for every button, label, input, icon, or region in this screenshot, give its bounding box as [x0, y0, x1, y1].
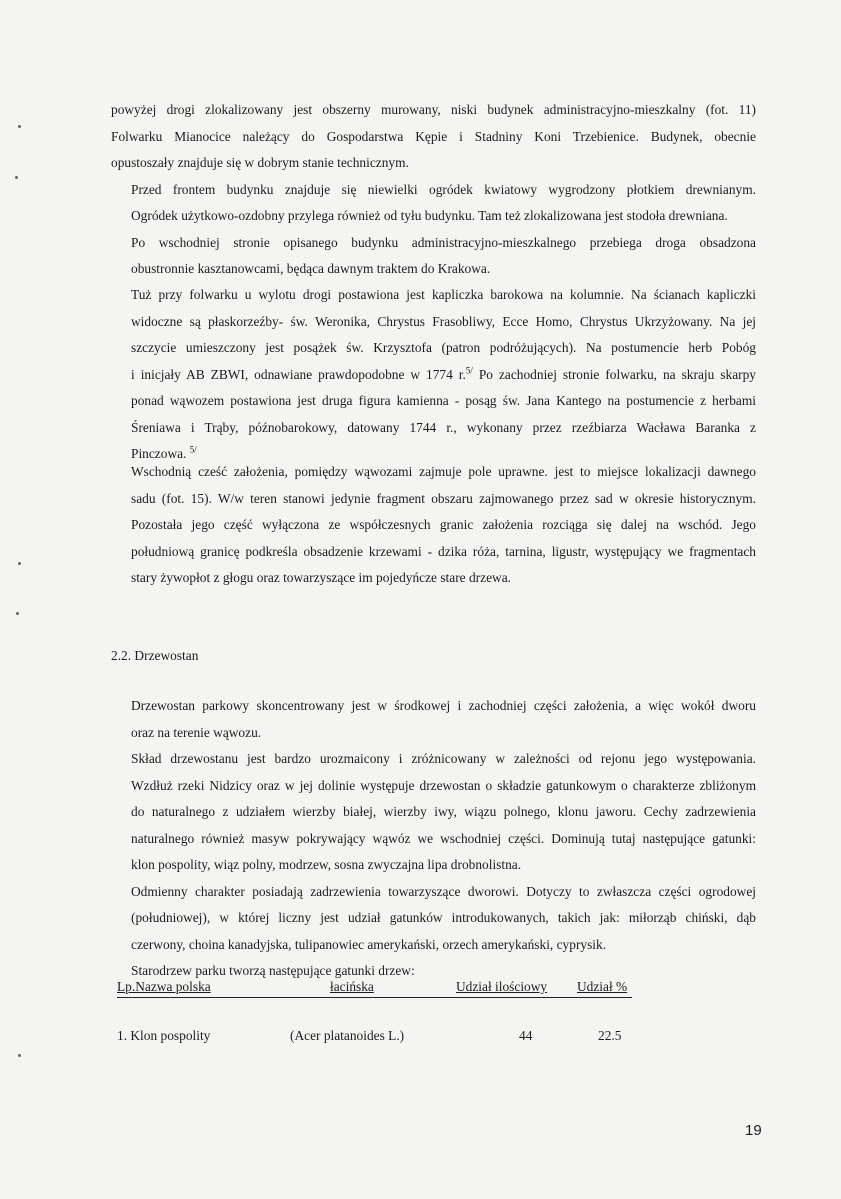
paragraph: [111, 230, 756, 283]
text-line: opustoszały znajduje się w dobrym stanie technicznym.: [111, 155, 409, 170]
text-line: obustronnie kasztanowcami, będąca dawnym traktem do Krakowa.: [131, 261, 491, 276]
col-header-count: Udział ilościowy: [456, 979, 548, 994]
scan-speck: [18, 1054, 21, 1057]
text-line: południową granicę podkreśla obsadzenie krzewami - dzika róża, tarnina, ligustr, występujący we fragmentach: [131, 543, 756, 559]
scan-speck: [18, 562, 21, 565]
drzewostan-paragraphs: [111, 693, 756, 985]
text-line: Starodrzew parku tworzą następujące gatunki drzew:: [131, 963, 415, 978]
paragraph: [111, 177, 756, 230]
text-line: Pozostała jego część wyłączona ze współczesnych granic założenia rozciąga się dalej na wschód. Jego: [131, 517, 756, 532]
text-line: oraz na terenie wąwozu.: [131, 724, 262, 740]
text-line: do naturalnego z udziałem wierzby białej, wierzby iwy, wiązu polnego, klonu jaworu. Cechy zadrzewienia: [131, 804, 756, 819]
text-run: Pinczowa.: [131, 446, 187, 461]
col-header-percent: Udział %: [577, 979, 628, 994]
text-line: Ogródek użytkowo-ozdobny przylega również od tyłu budynku. Tam też zlokalizowana jest stodoła drewniana.: [131, 208, 728, 223]
text-line: [111, 362, 756, 389]
paragraph: [111, 879, 756, 959]
text-line: (południowej), w której liczny jest udział gatunków introdukowanych, takich jak: miłorząb chiński, dąb: [131, 910, 756, 925]
page-number: 19: [745, 1122, 762, 1139]
east-part-paragraph: [111, 459, 756, 592]
text-line: klon pospolity, wiąz polny, modrzew, sosna zwyczajna lipa drobnolistna.: [131, 857, 522, 872]
text-line: Przed frontem budynku znajduje się niewielki ogródek kwiatowy wygrodzony płotkiem drewnianym.: [131, 181, 756, 197]
text-line: Skład drzewostanu jest bardzo urozmaicony i zróżnicowany w zależności od rejonu jego występowania.: [131, 751, 756, 766]
text-run: i inicjały AB ZBWI, odnawiane prawdopodobne w 1774 r.: [131, 366, 466, 382]
text-line: Tuż przy folwarku u wylotu drogi postawiona jest kapliczka barokowa na kolumnie. Na ścianach kapliczki: [131, 287, 756, 302]
kapliczka-paragraph: [111, 282, 756, 468]
text-line: Drzewostan parkowy skoncentrowany jest w środkowej i zachodniej części założenia, a więc wokół dworu: [131, 698, 756, 713]
intro-paragraphs: [111, 97, 756, 283]
text-line: Śreniawa i Trąby, późnobarokowy, datowany 1744 r., wykonany przez rzeźbiarza Wacława Baranka z: [131, 419, 756, 435]
text-line: Odmienny charakter posiadają zadrzewienia towarzyszące dworowi. Dotyczy to zwłaszcza części ogrodowej: [131, 883, 756, 899]
scan-speck: [16, 612, 19, 615]
text-line: Wzdłuż rzeki Nidzicy oraz w jej dolinie występuje drzewostan o składzie gatunkowym o charakterze zbliżonym: [131, 777, 756, 793]
scan-speck: [15, 176, 18, 179]
text-run: Po zachodniej stronie folwarku, na skraju skarpy: [472, 366, 756, 382]
section-heading: 2.2. Drzewostan: [111, 648, 199, 663]
cell-latin: (Acer platanoides L.): [290, 1028, 405, 1043]
col-header-latin: łacińska: [330, 979, 374, 994]
text-line: Folwarku Mianocice należący do Gospodarstwa Kępie i Stadniny Koni Trzebienice. Budynek, obecnie: [111, 128, 756, 144]
text-line: powyżej drogi zlokalizowany jest obszerny murowany, niski budynek administracyjno-mieszkalny (fot. 11): [111, 102, 756, 117]
cell-name: 1. Klon pospolity: [117, 1028, 211, 1043]
text-line: czerwony, choina kanadyjska, tulipanowiec amerykański, orzech amerykański, cyprysik.: [131, 936, 607, 952]
text-line: widoczne są płaskorzeźby- św. Weronika, Chrystus Frasobliwy, Ecce Homo, Chrystus Ukrzyżowany. Na jej: [131, 313, 756, 329]
paragraph: [111, 459, 756, 592]
paragraph: [111, 97, 756, 177]
footnote-ref: 5/: [465, 365, 473, 376]
scan-speck: [18, 125, 21, 128]
text-line: stary żywopłot z głogu oraz towarzyszące im pojedyńcze stare drzewa.: [131, 570, 511, 585]
text-line: Wschodnią cześć założenia, pomiędzy wąwozami zajmuje pole uprawne. jest to miejsce lokalizacji dawnego: [131, 464, 756, 479]
col-header-name: Lp.Nazwa polska: [117, 979, 211, 994]
cell-count: 44: [519, 1028, 533, 1043]
paragraph: [111, 693, 756, 746]
paragraph: [111, 746, 756, 879]
footnote-ref: 5/: [189, 444, 197, 455]
text-line: sadu (fot. 15). W/w teren stanowi jedynie fragment obszaru zajmowanego przez sad w okresie historycznym.: [131, 490, 756, 506]
species-table-header: [117, 977, 632, 998]
text-line: ponad wąwozem postawiona jest druga figura kamienna - posąg św. Jana Kantego na postumencie z herbami: [131, 393, 756, 408]
text-line: Po wschodniej stronie opisanego budynku administracyjno-mieszkalnego przebiega droga obsadzona: [131, 234, 756, 250]
text-line: naturalnego również masyw pokrywający wąwóz we wschodniej części. Dominują tutaj następujące gatunki:: [131, 830, 756, 846]
cell-percent: 22.5: [598, 1028, 622, 1043]
text-line: szczycie umieszczony jest posążek św. Krzysztofa (patron podróżujących). Na postumencie herb Pobóg: [131, 340, 756, 355]
